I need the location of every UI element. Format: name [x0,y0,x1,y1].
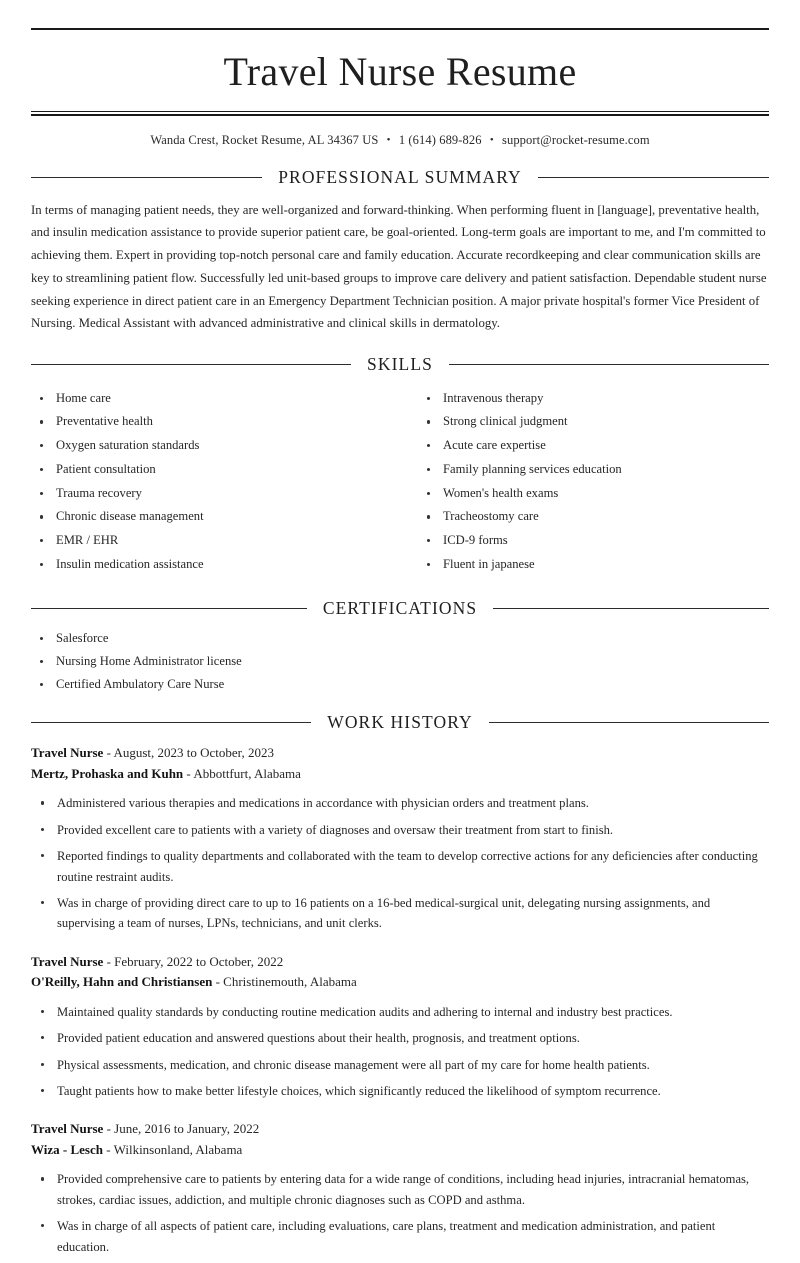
skills-list-left [31,389,386,574]
list-item: Salesforce [31,629,769,647]
list-item: Was in charge of providing direct care to up to 16 patients on a 16-bed medical-surgical unit, delegating nursing assignments, and supervising a team of nurses, LPNs, technicians, and unit clerks. [31,893,769,934]
list-item: Women's health exams [418,484,769,502]
page-title: Travel Nurse Resume [223,49,577,94]
contact-separator-2: • [489,134,494,146]
work-history-entry [31,743,769,933]
list-item: Acute care expertise [418,436,769,454]
job-dash: - [215,974,220,990]
job-dates: June, 2016 to January, 2022 [114,1121,260,1137]
contact-address: Wanda Crest, Rocket Resume, AL 34367 US [150,133,379,147]
heading-rule-left [31,364,351,365]
heading-rule-right [493,608,769,609]
heading-text: CERTIFICATIONS [322,597,478,618]
job-dates: February, 2022 to October, 2022 [114,953,284,969]
list-item: Family planning services education [418,460,769,478]
job-title: Travel Nurse [31,953,104,969]
section-certifications [31,597,769,693]
job-company-line [31,1140,769,1161]
heading-rule-left [31,177,262,178]
header-bottom-double-rule [31,111,769,116]
heading-rule-right [538,177,769,178]
job-dash: - [106,1141,111,1157]
skills-columns [31,386,769,579]
header-top-rule [31,28,769,30]
list-item: Strong clinical judgment [418,412,769,430]
list-item: Was in charge of all aspects of patient care, including evaluations, care plans, treatment and medication administration, and patient education. [31,1216,769,1257]
job-company: O'Reilly, Hahn and Christiansen [31,974,213,990]
job-title: Travel Nurse [31,745,104,761]
job-company-line [31,764,769,785]
job-duties-list [31,1169,769,1257]
job-location: Wilkinsonland, Alabama [113,1141,243,1157]
job-company: Wiza - Lesch [31,1141,103,1157]
list-item: Administered various therapies and medications in accordance with physician orders and treatment plans. [31,793,769,813]
list-item: Home care [31,389,386,407]
skills-column-left [31,386,400,579]
list-item: Provided comprehensive care to patients by entering data for a wide range of conditions, including head injuries, intracranial hematomas, strokes, cardiac issues, addiction, and multiple chronic diagnoses such as COPD and asthma. [31,1169,769,1210]
job-title-line [31,743,769,764]
job-dash: - [106,745,111,761]
skills-list-right [418,389,769,574]
work-history-entry [31,1119,769,1257]
list-item: Provided excellent care to patients with a variety of diagnoses and oversaw their treatment from start to finish. [31,820,769,840]
section-heading-skills [31,356,769,374]
job-dash: - [106,953,111,969]
list-item: Preventative health [31,412,386,430]
heading-rule-left [31,608,307,609]
list-item: Intravenous therapy [418,389,769,407]
heading-rule-right [449,364,769,365]
job-duties-list [31,1002,769,1102]
section-work-history [31,711,769,1257]
section-heading-work-history [31,711,769,732]
summary-paragraph: In terms of managing patient needs, they are well-organized and forward-thinking. When performing fluent in [language], preventative health, and insulin medication assistance to provide superior patient care, be goal-oriented. Long-term goals are important to me, and I'm committed to achieving them. Expert in providing top-notch personal care and family education. Accurate recordkeeping and clear communication skills are key to streamlining patient flow. Successfully led unit-based groups to improve care delivery and patient satisfaction. Dependable student nurse seeking experience in direct patient care in an Emergency Department Technician position. A major private hospital's former Vice President of Nursing. Medical Assistant with advanced administrative and clinical skills in dermatology. [31,202,767,331]
list-item: Oxygen saturation standards [31,436,386,454]
list-item: EMR / EHR [31,531,386,549]
section-professional-summary [31,169,769,335]
job-location: Abbottfurt, Alabama [193,765,301,781]
contact-separator-1: • [386,134,391,146]
list-item: Tracheostomy care [418,507,769,525]
contact-line [31,133,769,148]
section-heading-professional-summary [31,169,769,187]
job-title: Travel Nurse [31,1121,104,1137]
job-title-line [31,1119,769,1140]
job-title-line [31,952,769,973]
list-item: Provided patient education and answered questions about their health, prognosis, and treatment options. [31,1028,769,1048]
job-duties-list [31,793,769,933]
resume-document [0,28,800,1257]
list-item: Maintained quality standards by conducting routine medication audits and adhering to internal and industry best practices. [31,1002,769,1022]
section-heading-certifications [31,597,769,618]
contact-phone[interactable]: 1 (614) 689-826 [398,133,482,147]
job-company-line [31,972,769,993]
list-item: Patient consultation [31,460,386,478]
list-item: Reported findings to quality departments and collaborated with the team to develop corrective actions for any deficiencies after conducting routine restraint audits. [31,846,769,887]
heading-text: WORK HISTORY [327,711,473,732]
certifications-list [31,629,769,693]
heading-text: PROFESSIONAL SUMMARY [278,167,522,187]
list-item: Nursing Home Administrator license [31,652,769,670]
heading-rule-left [31,722,311,723]
list-item: Fluent in japanese [418,555,769,573]
work-history-entry [31,952,769,1102]
job-dash: - [106,1121,111,1137]
list-item: Trauma recovery [31,484,386,502]
list-item: Physical assessments, medication, and chronic disease management were all part of my care for home health patients. [31,1055,769,1075]
resume-header [31,28,769,148]
job-dates: August, 2023 to October, 2023 [113,745,274,761]
certifications-body [31,629,769,693]
list-item: ICD-9 forms [418,531,769,549]
skills-column-right [400,386,769,579]
job-company: Mertz, Prohaska and Kuhn [31,765,184,781]
list-item: Chronic disease management [31,507,386,525]
list-item: Taught patients how to make better lifestyle choices, which significantly reduced the likelihood of symptom recurrence. [31,1081,769,1101]
list-item: Insulin medication assistance [31,555,386,573]
section-skills [31,356,769,579]
contact-email[interactable]: support@rocket-resume.com [502,133,650,147]
job-dash: - [186,765,191,781]
job-location: Christinemouth, Alabama [223,974,357,990]
heading-rule-right [489,722,769,723]
heading-text: SKILLS [367,354,433,375]
list-item: Certified Ambulatory Care Nurse [31,675,769,693]
